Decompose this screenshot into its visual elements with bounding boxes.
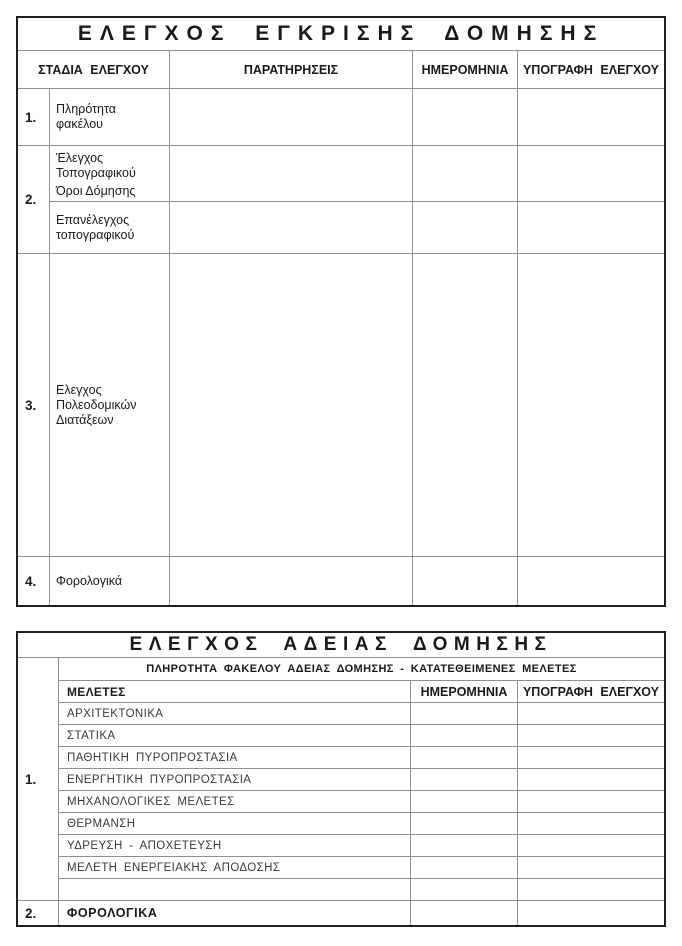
table1-row4-stage-label: Φορολογικά — [50, 557, 169, 605]
table1-row1-observations-cell — [170, 89, 412, 145]
table1-row3-observations-cell — [170, 254, 412, 556]
table1-row1-signature-cell — [518, 89, 664, 145]
table1-row2-number: 2. — [18, 146, 49, 253]
study-row-date-cell — [411, 703, 517, 724]
table1-row4-date-cell — [413, 557, 517, 605]
study-row-label-passive-fire: ΠΑΘΗΤΙΚΗ ΠΥΡΟΠΡΟΣΤΑΣΙΑ — [59, 747, 410, 768]
study-row-date-cell — [411, 747, 517, 768]
table1-header-observations: ΠΑΡΑΤΗΡΗΣΕΙΣ — [170, 51, 412, 88]
table1-row2a-label-topographic: Έλεγχος Τοπογραφικού — [56, 151, 136, 180]
table2-section1-number: 1. — [18, 658, 58, 900]
table2-title: ΕΛΕΓΧΟΣ ΑΔΕΙΑΣ ΔΟΜΗΣΗΣ — [18, 633, 664, 657]
study-row-label-heating: ΘΕΡΜΑΝΣΗ — [59, 813, 410, 834]
table1-row2a-signature-cell — [518, 146, 664, 201]
study-row-label-energy-performance: ΜΕΛΕΤΗ ΕΝΕΡΓΕΙΑΚΗΣ ΑΠΟΔΟΣΗΣ — [59, 857, 410, 878]
study-row-label-water-sewage: ΥΔΡΕΥΣΗ - ΑΠΟΧΕΤΕΥΣΗ — [59, 835, 410, 856]
study-row-date-cell — [411, 835, 517, 856]
table2-section2-number: 2. — [18, 901, 58, 925]
table1-row2b-observations-cell — [170, 202, 412, 253]
table2-section2-signature-cell — [518, 901, 664, 925]
table1-row4-number: 4. — [18, 557, 49, 605]
study-row-date-cell — [411, 791, 517, 812]
table1-row1-number: 1. — [18, 89, 49, 145]
table1-row1-stage-label: Πληρότητα φακέλου — [50, 89, 169, 145]
table1-header-stages: ΣΤΑΔΙΑ ΕΛΕΓΧΟΥ — [18, 51, 169, 88]
table1-row2a-stage-label — [50, 146, 169, 201]
table1-header-signature: ΥΠΟΓΡΑΦΗ ΕΛΕΓΧΟΥ — [518, 51, 664, 88]
study-row-date-cell — [411, 725, 517, 746]
table2-header-studies: ΜΕΛΕΤΕΣ — [59, 681, 410, 702]
study-row-signature-cell — [518, 725, 664, 746]
table2-header-signature: ΥΠΟΓΡΑΦΗ ΕΛΕΓΧΟΥ — [518, 681, 664, 702]
study-row-label-mechanical: ΜΗΧΑΝΟΛΟΓΙΚΕΣ ΜΕΛΕΤΕΣ — [59, 791, 410, 812]
table1-row3-number: 3. — [18, 254, 49, 556]
study-row-date-cell — [411, 769, 517, 790]
table1-row4-observations-cell — [170, 557, 412, 605]
table1-row1-date-cell — [413, 89, 517, 145]
table2-section2-label-tax: ΦΟΡΟΛΟΓΙΚΑ — [59, 901, 410, 925]
table1-row2a-date-cell — [413, 146, 517, 201]
study-row-date-cell — [411, 857, 517, 878]
study-row-label-empty — [59, 879, 410, 900]
table1-row2b-date-cell — [413, 202, 517, 253]
study-row-label-active-fire: ΕΝΕΡΓΗΤΙΚΗ ΠΥΡΟΠΡΟΣΤΑΣΙΑ — [59, 769, 410, 790]
table1-row2a-observations-cell — [170, 146, 412, 201]
table1-row3-signature-cell — [518, 254, 664, 556]
approval-check-table — [16, 16, 666, 607]
table1-row2b-stage-label: Επανέλεγχος τοπογραφικού — [50, 202, 169, 253]
study-row-signature-cell — [518, 813, 664, 834]
table2-subtitle: ΠΛΗΡΟΤΗΤΑ ΦΑΚΕΛΟΥ ΑΔΕΙΑΣ ΔΟΜΗΣΗΣ - ΚΑΤΑΤΕΘΕΙΜΕΝΕΣ ΜΕΛΕΤΕΣ — [59, 658, 664, 680]
table1-row3-date-cell — [413, 254, 517, 556]
study-row-signature-cell — [518, 879, 664, 900]
table2-header-date: ΗΜΕΡΟΜΗΝΙΑ — [411, 681, 517, 702]
table1-row3-stage-label: Ελεγχος Πολεοδομικών Διατάξεων — [50, 254, 169, 556]
table1-row2a-label-building-terms: Όροι Δόμησης — [56, 184, 136, 198]
study-row-signature-cell — [518, 747, 664, 768]
table1-row4-signature-cell — [518, 557, 664, 605]
study-row-signature-cell — [518, 769, 664, 790]
study-row-signature-cell — [518, 835, 664, 856]
study-row-label-structural: ΣΤΑΤΙΚΑ — [59, 725, 410, 746]
table1-row2b-signature-cell — [518, 202, 664, 253]
study-row-date-cell — [411, 813, 517, 834]
study-row-signature-cell — [518, 857, 664, 878]
study-row-label-architectural: ΑΡΧΙΤΕΚΤΟΝΙΚΑ — [59, 703, 410, 724]
study-row-signature-cell — [518, 703, 664, 724]
study-row-date-cell — [411, 879, 517, 900]
study-row-signature-cell — [518, 791, 664, 812]
table1-header-date: ΗΜΕΡΟΜΗΝΙΑ — [413, 51, 517, 88]
table1-title: ΕΛΕΓΧΟΣ ΕΓΚΡΙΣΗΣ ΔΟΜΗΣΗΣ — [18, 18, 664, 50]
permit-check-table — [16, 631, 666, 927]
table2-section2-date-cell — [411, 901, 517, 925]
